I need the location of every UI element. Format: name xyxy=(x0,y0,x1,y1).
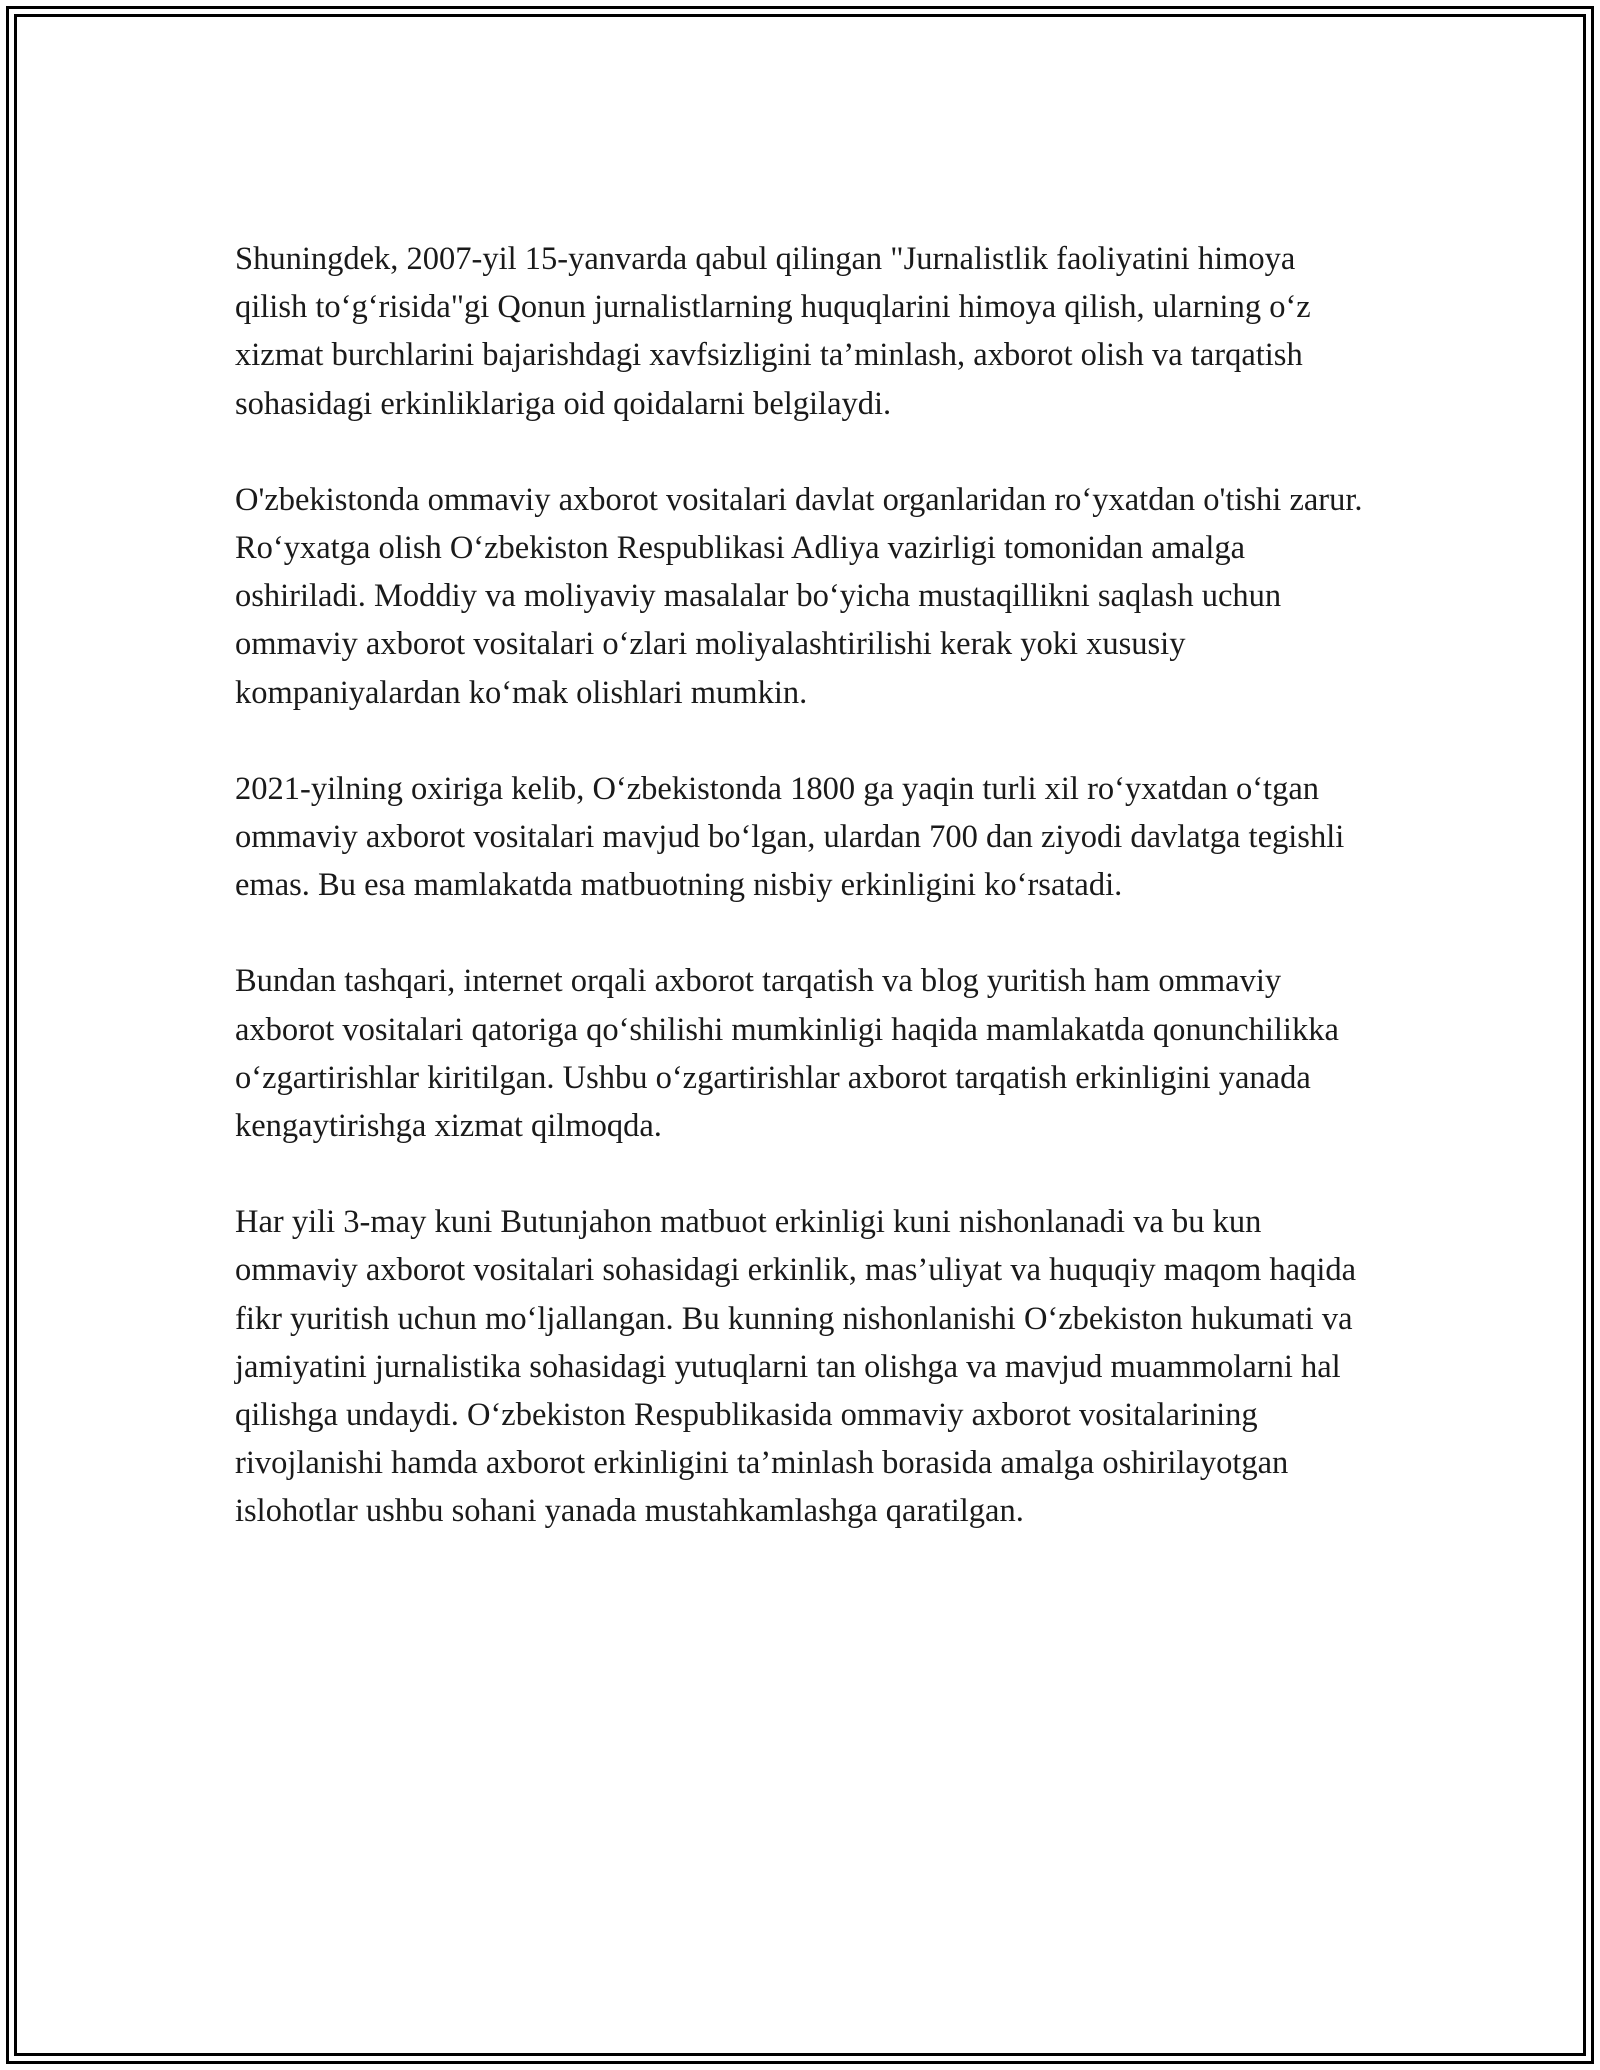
document-body xyxy=(235,235,1375,1584)
paragraph-5: Har yili 3-may kuni Butunjahon matbuot erkinligi kuni nishonlanadi va bu kun ommaviy axborot vositalari sohasidagi erkinlik, mas’uliyat va huquqiy maqom haqida fikr yuritish uchun mo‘ljallangan. Bu kunning nishonlanishi O‘zbekiston hukumati va jamiyatini jurnalistika sohasidagi yutuqlarni tan olishga va mavjud muammolarni hal qilishga undaydi. O‘zbekiston Respublikasida ommaviy axborot vositalarining rivojlanishi hamda axborot erkinligini ta’minlash borasida amalga oshirilayotgan islohotlar ushbu sohani yanada mustahkamlashga qaratilgan. xyxy=(235,1204,1357,1530)
paragraph-4: Bundan tashqari, internet orqali axborot tarqatish va blog yuritish ham ommaviy axborot vositalari qatoriga qo‘shilishi mumkinligi haqida mamlakatda qonunchilikka o‘zgartirishlar kiritilgan. Ushbu o‘zgartirishlar axborot tarqatish erkinligini yanada kengaytirishga xizmat qilmoqda. xyxy=(235,963,1339,1145)
paragraph-3: 2021-yilning oxiriga kelib, O‘zbekistonda 1800 ga yaqin turli xil ro‘yxatdan o‘tgan ommaviy axborot vositalari mavjud bo‘lgan, ulardan 700 dan ziyodi davlatga tegishli emas. Bu esa mamlakatda matbuotning nisbiy erkinligini ko‘rsatadi. xyxy=(235,770,1345,904)
paragraph-2: O'zbekistonda ommaviy axborot vositalari davlat organlaridan ro‘yxatdan o'tishi zarur. Ro‘yxatga olish O‘zbekiston Respublikasi Adliya vazirligi tomonidan amalga oshiriladi. Moddiy va moliyaviy masalalar bo‘yicha mustaqillikni saqlash uchun ommaviy axborot vositalari o‘zlari moliyalashtirilishi kerak yoki xususiy kompaniyalardan ko‘mak olishlari mumkin. xyxy=(235,481,1363,711)
paragraph-1: Shuningdek, 2007-yil 15-yanvarda qabul qilingan "Jurnalistlik faoliyatini himoya qilish to‘g‘risida"gi Qonun jurnalistlarning huquqlarini himoya qilish, ularning o‘z xizmat burchlarini bajarishdagi xavfsizligini ta’minlash, axborot olish va tarqatish sohasidagi erkinliklariga oid qoidalarni belgilaydi. xyxy=(235,241,1311,422)
